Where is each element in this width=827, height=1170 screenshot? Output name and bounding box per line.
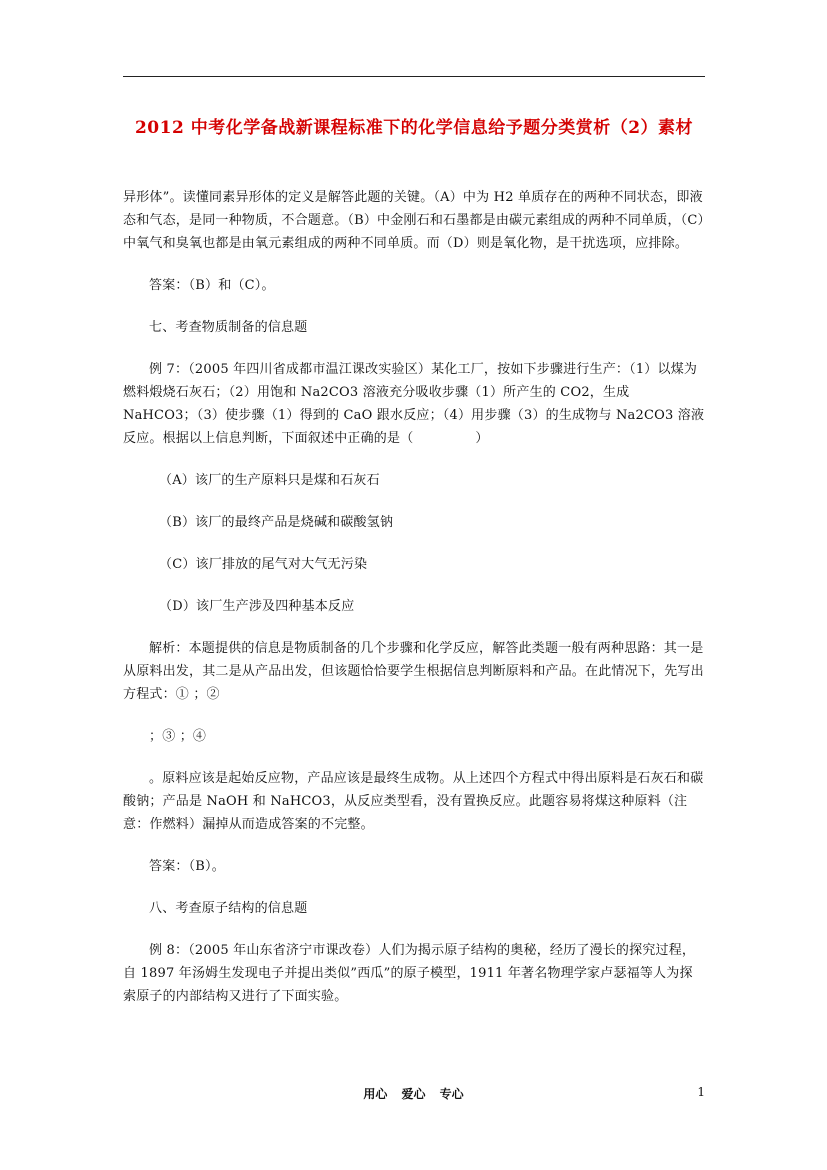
conclusion: 。原料应该是起始反应物，产品应该是最终生成物。从上述四个方程式中得出原料是石灰石和碳酸钠；产品是 NaOH 和 NaHCO3，从反应类型看，没有置换反应。此题容易将煤这种原料（注意：作燃料）漏掉从而造成答案的不完整。 (123, 771, 704, 832)
footer-motto: 用心 爱心 专心 (363, 1087, 464, 1101)
option-a: （A）该厂的生产原料只是煤和石灰石 (159, 473, 380, 488)
example-7 (123, 358, 705, 450)
section-heading-8: 八、考查原子结构的信息题 (149, 901, 308, 916)
example-7-close: ） (475, 431, 489, 446)
option-d: （D）该厂生产涉及四种基本反应 (159, 599, 355, 614)
header-rule (123, 76, 705, 77)
example-8: 例 8：（2005 年山东省济宁市课改卷）人们为揭示原子结构的奥秘，经历了漫长的探究过程，自 1897 年汤姆生发现电子并提出类似”西瓜”的原子模型，1911 年著名物理学家卢瑟福等人为探索原子的内部结构又进行了下面实验。 (123, 943, 696, 1004)
document-body (123, 186, 705, 1008)
option-c: （C）该厂排放的尾气对大气无污染 (159, 557, 368, 572)
page-number: 1 (697, 1085, 705, 1099)
example-7-text: 例 7：（2005 年四川省成都市温江课改实验区）某化工厂，按如下步骤进行生产：（1）以煤为燃料煅烧石灰石；（2）用饱和 Na2CO3 溶液充分吸收步骤（1）所产生的 CO2，生成 NaHCO3；（3）使步骤（1）得到的 CaO 跟水反应；（4）用步骤（3）的生成物与 Na2CO3 溶液反应。根据以上信息判断，下面叙述中正确的是（ (123, 362, 705, 446)
analysis: 解析：本题提供的信息是物质制备的几个步骤和化学反应，解答此类题一般有两种思路：其一是从原料出发，其二是从产品出发，但该题恰恰要学生根据信息判断原料和产品。在此情况下，先写出方程式：① ；② (123, 641, 704, 702)
equations-line: ；③ ；④ (149, 729, 207, 744)
option-b: （B）该厂的最终产品是烧碱和碳酸氢钠 (159, 515, 394, 530)
answer-1: 答案：（B）和（C）。 (149, 278, 275, 293)
section-heading-7: 七、考查物质制备的信息题 (149, 320, 308, 335)
document-title: 2012 中考化学备战新课程标准下的化学信息给予题分类赏析（2）素材 (134, 118, 694, 138)
answer-2: 答案：（B）。 (149, 859, 225, 874)
paragraph-continuation: 异形体”。读懂同素异形体的定义是解答此题的关键。（A）中为 H2 单质存在的两种不同状态，即液态和气态，是同一种物质，不合题意。（B）中金刚石和石墨都是由碳元素组成的两种不同单质，（C）中氧气和臭氧也都是由氧元素组成的两种不同单质。而（D）则是氧化物，是干扰选项，应排除。 (123, 190, 705, 251)
